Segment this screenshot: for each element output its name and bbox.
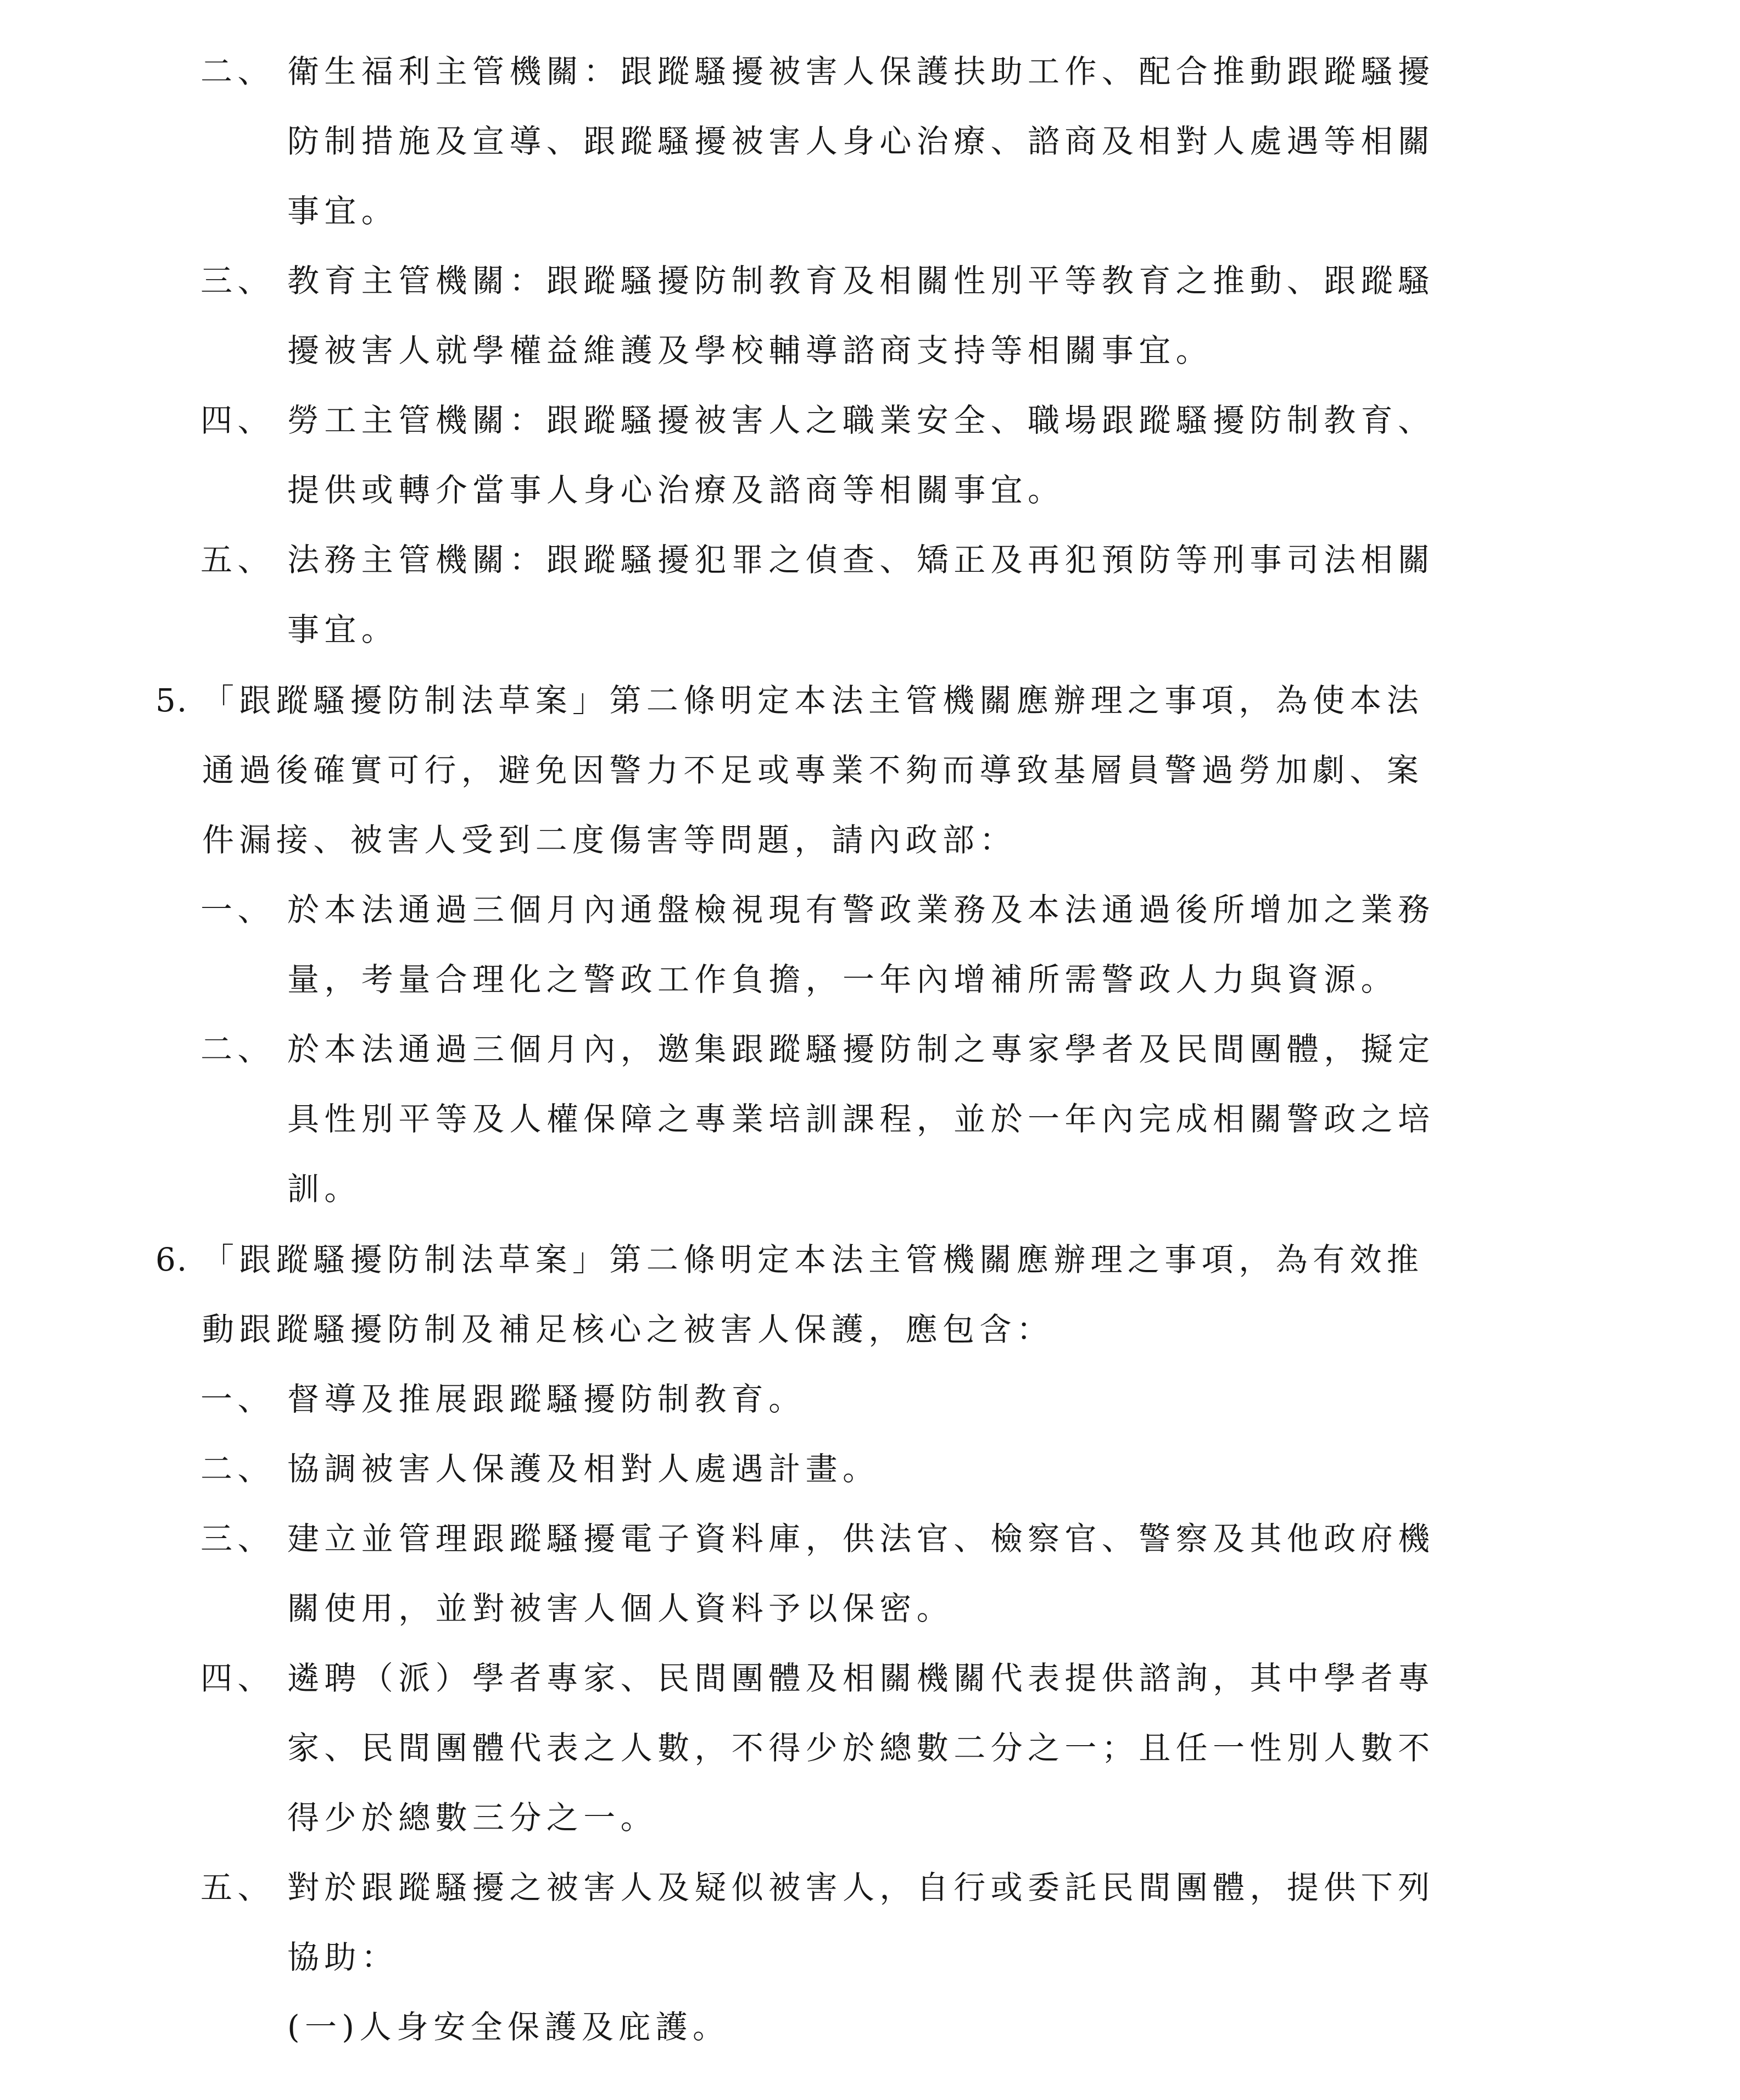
section-5-item-2-line-3: 訓。 (287, 1170, 361, 1207)
list-item-5-line-1: 法務主管機關：跟蹤騷擾犯罪之偵查、矯正及再犯預防等刑事司法相關 (287, 541, 1435, 578)
list-item-5-line-2: 事宜。 (287, 611, 399, 648)
section-6-line-1: 「跟蹤騷擾防制法草案」第二條明定本法主管機關應辦理之事項，為有效推 (202, 1241, 1424, 1278)
list-item-2-marker: 二、 (200, 53, 275, 90)
list-item-2-line-2: 防制措施及宣導、跟蹤騷擾被害人身心治療、諮商及相對人處遇等相關 (287, 122, 1435, 160)
list-item-4-line-1: 勞工主管機關：跟蹤騷擾被害人之職業安全、職場跟蹤騷擾防制教育、 (287, 402, 1435, 439)
section-5-item-1-marker: 一、 (200, 891, 275, 928)
list-item-4-line-2: 提供或轉介當事人身心治療及諮商等相關事宜。 (287, 471, 1065, 509)
section-5-item-2-line-2: 具性別平等及人權保障之專業培訓課程，並於一年內完成相關警政之培 (287, 1100, 1435, 1138)
section-6-number: 6. (155, 1241, 188, 1278)
section-5-line-1: 「跟蹤騷擾防制法草案」第二條明定本法主管機關應辦理之事項，為使本法 (202, 682, 1424, 719)
section-5-item-1-line-1: 於本法通過三個月內通盤檢視現有警政業務及本法通過後所增加之業務 (287, 891, 1435, 928)
section-6-item-2-marker: 二、 (200, 1450, 275, 1488)
section-6-item-5-line-1: 對於跟蹤騷擾之被害人及疑似被害人，自行或委託民間團體，提供下列 (287, 1869, 1435, 1906)
section-5-line-3: 件漏接、被害人受到二度傷害等問題，請內政部： (202, 821, 1017, 859)
list-item-3-marker: 三、 (200, 262, 275, 299)
section-6-item-2-line-1: 協調被害人保護及相對人處遇計畫。 (287, 1450, 880, 1488)
list-item-2-line-3: 事宜。 (287, 192, 399, 230)
section-5-number: 5. (155, 682, 188, 719)
section-6-item-1-line-1: 督導及推展跟蹤騷擾防制教育。 (287, 1380, 806, 1418)
section-6-line-2: 動跟蹤騷擾防制及補足核心之被害人保護，應包含： (202, 1311, 1054, 1348)
section-6-item-3-line-1: 建立並管理跟蹤騷擾電子資料庫，供法官、檢察官、警察及其他政府機 (287, 1520, 1435, 1557)
section-5-item-1-line-2: 量，考量合理化之警政工作負擔，一年內增補所需警政人力與資源。 (287, 961, 1398, 998)
section-6-item-3-line-2: 關使用，並對被害人個人資料予以保密。 (287, 1590, 954, 1627)
section-6-item-4-line-1: 遴聘（派）學者專家、民間團體及相關機關代表提供諮詢，其中學者專 (287, 1659, 1435, 1697)
section-6-item-4-marker: 四、 (200, 1659, 275, 1697)
section-5-item-2-marker: 二、 (200, 1030, 275, 1068)
list-item-5-marker: 五、 (200, 541, 275, 578)
section-5-item-2-line-1: 於本法通過三個月內，邀集跟蹤騷擾防制之專家學者及民間團體，擬定 (287, 1030, 1435, 1068)
section-6-item-5-line-2: 協助： (287, 1939, 399, 1976)
list-item-4-marker: 四、 (200, 402, 275, 439)
section-6-item-5-subitem-1: (一)人身安全保護及庇護。 (287, 2008, 730, 2046)
list-item-3-line-2: 擾被害人就學權益維護及學校輔導諮商支持等相關事宜。 (287, 332, 1213, 369)
list-item-3-line-1: 教育主管機關：跟蹤騷擾防制教育及相關性別平等教育之推動、跟蹤騷 (287, 262, 1435, 299)
section-6-item-5-marker: 五、 (200, 1869, 275, 1906)
section-6-item-1-marker: 一、 (200, 1380, 275, 1418)
list-item-2-line-1: 衛生福利主管機關：跟蹤騷擾被害人保護扶助工作、配合推動跟蹤騷擾 (287, 53, 1435, 90)
section-6-item-3-marker: 三、 (200, 1520, 275, 1557)
section-5-line-2: 通過後確實可行，避免因警力不足或專業不夠而導致基層員警過勞加劇、案 (202, 751, 1424, 789)
section-6-item-4-line-3: 得少於總數三分之一。 (287, 1799, 658, 1836)
section-6-item-4-line-2: 家、民間團體代表之人數，不得少於總數二分之一；且任一性別人數不 (287, 1729, 1435, 1767)
